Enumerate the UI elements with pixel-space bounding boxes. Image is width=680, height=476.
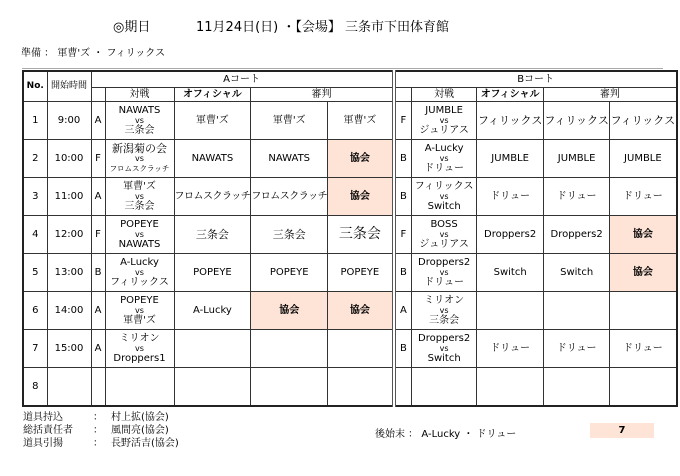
a-referee-2 xyxy=(328,368,394,407)
a-court xyxy=(91,368,105,407)
a-referee-1: POPEYE xyxy=(251,254,328,292)
b-referee-1: ドリュー xyxy=(544,178,610,216)
b-referee-1: フィリックス xyxy=(544,102,610,140)
header-b-match: 対戦 xyxy=(412,88,477,102)
b-referee-2: JUMBLE xyxy=(610,140,677,178)
b-official: フィリックス xyxy=(477,102,544,140)
b-referee-1: ドリュー xyxy=(544,330,610,368)
table-row xyxy=(23,178,677,216)
b-referee-1: Droppers2 xyxy=(544,216,610,254)
table-row xyxy=(23,140,677,178)
row-no: 3 xyxy=(23,178,47,216)
equipment-in-line: 道具持込 ： 村上拡(協会) xyxy=(23,412,169,423)
a-match: NAWATS vs 三条会 xyxy=(105,102,174,140)
a-referee-1 xyxy=(251,368,328,407)
a-referee-2: 三条会 xyxy=(328,216,394,254)
b-match: BOSS vs ジュリアス xyxy=(412,216,477,254)
row-time: 13:00 xyxy=(47,254,91,292)
b-court: B xyxy=(394,330,412,368)
b-referee-2 xyxy=(610,368,677,407)
a-court: A xyxy=(91,292,105,330)
a-official xyxy=(174,368,251,407)
a-referee-1: 軍曹'ズ xyxy=(251,102,328,140)
b-official xyxy=(477,368,544,407)
header-b-official: オフィシャル xyxy=(477,88,544,102)
b-court: B xyxy=(394,254,412,292)
match-count: 7 xyxy=(590,423,654,438)
a-official: 三条会 xyxy=(174,216,251,254)
b-official: ドリュー xyxy=(477,178,544,216)
row-time: 12:00 xyxy=(47,216,91,254)
a-referee-2: 協会 xyxy=(328,140,394,178)
footer-staff xyxy=(23,411,179,450)
a-referee-1 xyxy=(251,330,328,368)
prep-teams: 準備 ： 軍曹'ズ ・ フィリックス xyxy=(21,48,166,59)
a-referee-1: フロムスクラッチ xyxy=(251,178,328,216)
b-official xyxy=(477,292,544,330)
row-time: 9:00 xyxy=(47,102,91,140)
b-official: JUMBLE xyxy=(477,140,544,178)
b-match: フィリックス vs Switch xyxy=(412,178,477,216)
a-court: F xyxy=(91,216,105,254)
row-time: 15:00 xyxy=(47,330,91,368)
b-referee-1: JUMBLE xyxy=(544,140,610,178)
manager-line: 総括責任者 ： 風間亮(協会) xyxy=(23,425,169,436)
b-referee-2: 協会 xyxy=(610,216,677,254)
table-row xyxy=(23,254,677,292)
cleanup-teams: 後始末 ： A-Lucky ・ ドリュー xyxy=(375,429,517,440)
row-no: 4 xyxy=(23,216,47,254)
row-no: 6 xyxy=(23,292,47,330)
schedule-table xyxy=(22,70,678,407)
row-time: 11:00 xyxy=(47,178,91,216)
row-no: 5 xyxy=(23,254,47,292)
a-official: POPEYE xyxy=(174,254,251,292)
b-match: A-Lucky vs ドリュー xyxy=(412,140,477,178)
b-referee-1 xyxy=(544,368,610,407)
date-label: ◎期日 xyxy=(113,20,151,35)
table-row xyxy=(23,368,677,407)
table-row xyxy=(23,216,677,254)
a-referee-1: 協会 xyxy=(251,292,328,330)
a-referee-1: NAWATS xyxy=(251,140,328,178)
a-match: 新潟菊の会 vs フロムスクラッチ xyxy=(105,140,174,178)
a-referee-2: 協会 xyxy=(328,292,394,330)
table-row xyxy=(23,330,677,368)
table-row xyxy=(23,292,677,330)
b-referee-2 xyxy=(610,292,677,330)
a-match: ミリオン vs Droppers1 xyxy=(105,330,174,368)
a-match: POPEYE vs 軍曹'ズ xyxy=(105,292,174,330)
equipment-out-line: 道具引揚 ： 長野活吉(協会) xyxy=(23,438,179,449)
a-court: A xyxy=(91,102,105,140)
b-official: ドリュー xyxy=(477,330,544,368)
header-b-court xyxy=(394,88,412,102)
header-court-b: Bコート xyxy=(394,71,677,88)
header-a-match: 対戦 xyxy=(105,88,174,102)
b-court: F xyxy=(394,102,412,140)
b-official: Droppers2 xyxy=(477,216,544,254)
b-court: A xyxy=(394,292,412,330)
a-official: A-Lucky xyxy=(174,292,251,330)
a-court: A xyxy=(91,178,105,216)
a-match: 軍曹'ズ vs 三条会 xyxy=(105,178,174,216)
a-official: NAWATS xyxy=(174,140,251,178)
b-referee-2: ドリュー xyxy=(610,330,677,368)
b-court: F xyxy=(394,216,412,254)
header-time: 開始時間 xyxy=(47,71,91,102)
a-referee-2 xyxy=(328,330,394,368)
a-match: A-Lucky vs フィリックス xyxy=(105,254,174,292)
row-no: 8 xyxy=(23,368,47,407)
header-a-official: オフィシャル xyxy=(174,88,251,102)
row-no: 7 xyxy=(23,330,47,368)
a-official xyxy=(174,330,251,368)
header-b-referee: 審判 xyxy=(544,88,677,102)
a-match: POPEYE vs NAWATS xyxy=(105,216,174,254)
b-referee-2: ドリュー xyxy=(610,178,677,216)
a-match xyxy=(105,368,174,407)
b-court: B xyxy=(394,140,412,178)
header-court-a: Aコート xyxy=(91,71,394,88)
a-referee-2: 軍曹'ズ xyxy=(328,102,394,140)
b-match: ミリオン vs 三条会 xyxy=(412,292,477,330)
b-match: Droppers2 vs Switch xyxy=(412,330,477,368)
header-no: No. xyxy=(23,71,47,102)
a-court: A xyxy=(91,330,105,368)
b-referee-2: 協会 xyxy=(610,254,677,292)
a-court: F xyxy=(91,140,105,178)
row-time: 14:00 xyxy=(47,292,91,330)
a-official: フロムスクラッチ xyxy=(174,178,251,216)
b-official: Switch xyxy=(477,254,544,292)
a-referee-2: 協会 xyxy=(328,178,394,216)
b-match: JUMBLE vs ジュリアス xyxy=(412,102,477,140)
header-a-court xyxy=(91,88,105,102)
b-court xyxy=(394,368,412,407)
row-no: 2 xyxy=(23,140,47,178)
divider xyxy=(22,68,663,69)
b-match: Droppers2 vs ドリュー xyxy=(412,254,477,292)
a-referee-1: 三条会 xyxy=(251,216,328,254)
table-row xyxy=(23,102,677,140)
b-referee-1 xyxy=(544,292,610,330)
a-official: 軍曹'ズ xyxy=(174,102,251,140)
a-court: B xyxy=(91,254,105,292)
b-referee-1: Switch xyxy=(544,254,610,292)
b-match xyxy=(412,368,477,407)
a-referee-2: POPEYE xyxy=(328,254,394,292)
b-court: B xyxy=(394,178,412,216)
date-venue: 11月24日(日) ・【会場】 三条市下田体育館 xyxy=(196,20,449,35)
row-time xyxy=(47,368,91,407)
row-time: 10:00 xyxy=(47,140,91,178)
b-referee-2: フィリックス xyxy=(610,102,677,140)
row-no: 1 xyxy=(23,102,47,140)
header-a-referee: 審判 xyxy=(251,88,394,102)
